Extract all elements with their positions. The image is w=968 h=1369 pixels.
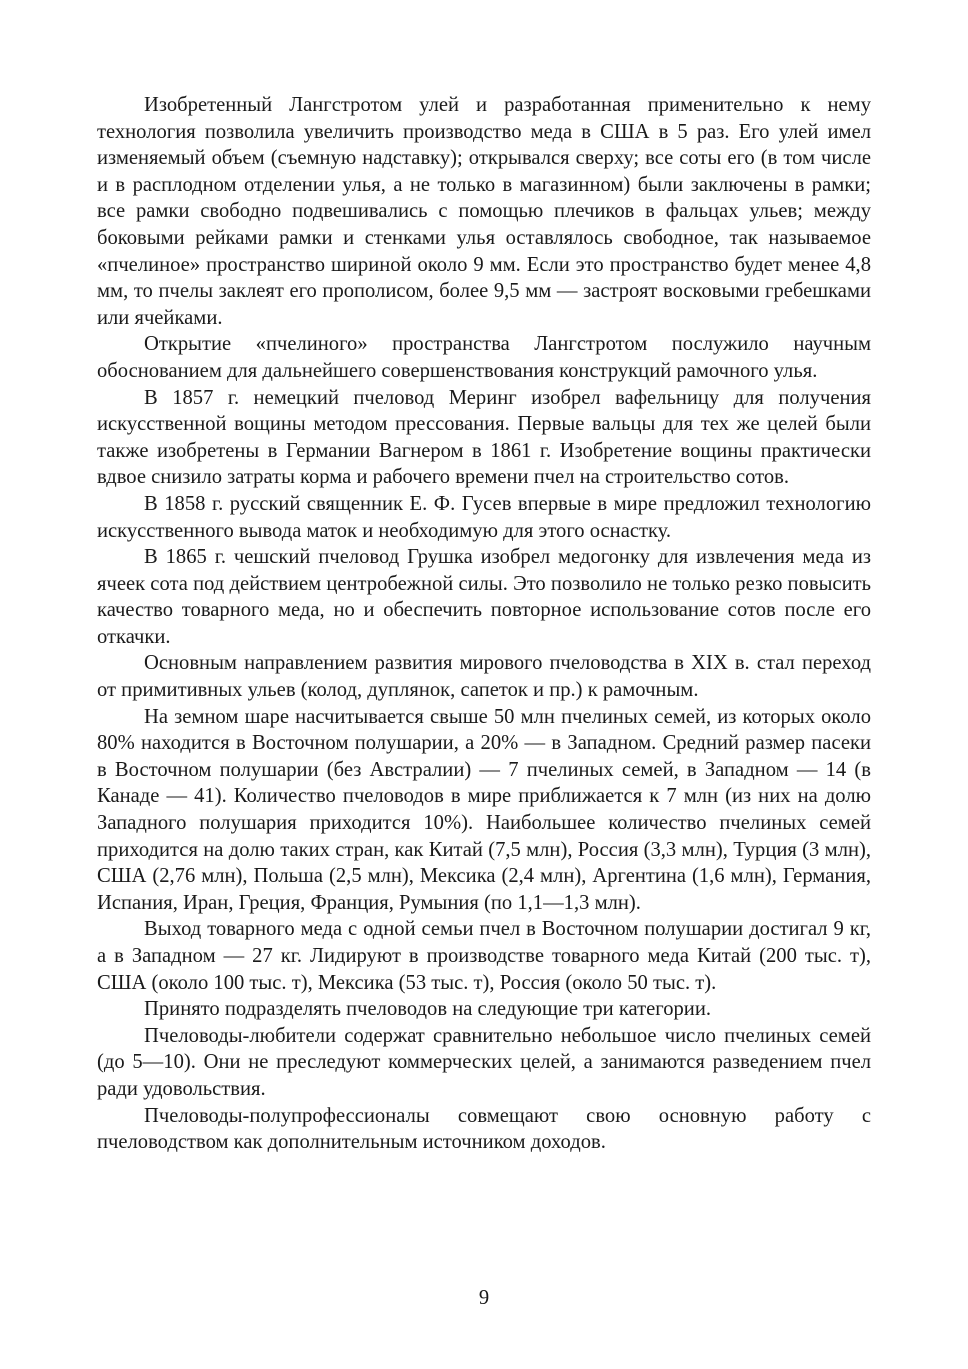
paragraph: Открытие «пчелиного» пространства Лангстротом послужило научным обоснованием для дальнейшего совершенствования конструкций рамочного улья. xyxy=(97,333,871,382)
paragraph: Основным направлением развития мирового пчеловодства в XIX в. стал переход от примитивных ульев (колод, дуплянок, сапеток и пр.) к рамочным. xyxy=(97,652,871,702)
paragraph: Пчеловоды-любители содержат сравнительно небольшое число пчелиных семей (до 5—10). Они не преследуют коммерческих целей, а занимаются разведением пчел ради удовольствия. xyxy=(97,1024,871,1100)
paragraph: В 1857 г. немецкий пчеловод Меринг изобрел вафельницу для получения искусственной вощины методом прессования. Первые вальцы для тех же целей были также изобретены в Германии Вагнером в 1861 г. Изобретение вощины практически вдвое снизило затраты корма и рабочего времени пчел на строительство сотов. xyxy=(97,386,871,489)
page-number: 9 xyxy=(478,1287,490,1309)
paragraph: Изобретенный Лангстротом улей и разработанная применительно к нему технология позволила увеличить производство меда в США в 5 раз. Его улей имел изменяемый объем (съемную надставку); открывался сверху; все соты его (в том числе и в расплодном отделении улья, а не только в магазинном) были заключены в рамки; все рамки свободно подвешивались с помощью плечиков в фальцах ульев; между боковыми рейками рамки и стенками улья оставлялось свободное, так называемое «пчелиное» пространство шириной около 9 мм. Если это пространство будет менее 4,8 мм, то пчелы заклеят его прополисом, более 9,5 мм — застроят восковыми гребешками или ячейками. xyxy=(97,94,871,329)
paragraph: В 1865 г. чешский пчеловод Грушка изобрел медогонку для извлечения меда из ячеек сота под действием центробежной силы. Это позволило не только резко повысить качество товарного меда, но и обеспечить повторное использование сотов после его откачки. xyxy=(97,546,871,648)
paragraph: Пчеловоды-полупрофессионалы совмещают свою основную работу с пчеловодством как дополнительным источником доходов. xyxy=(97,1104,871,1154)
paragraph: На земном шаре насчитывается свыше 50 млн пчелиных семей, из которых около 80% находится в Восточном полушарии, а 20% — в Западном. Средний размер пасеки в Восточном полушарии (без Австралии) — 7 пчелиных семей, в Западном — 14 (в Канаде — 41). Количество пчеловодов в мире приближается к 7 млн (из них на долю Западного полушария приходится 10%). Наибольшее количество пчелиных семей приходится на долю таких стран, как Китай (7,5 млн), Россия (3,3 млн), Турция (3 млн), США (2,76 млн), Польша (2,5 млн), Мексика (2,4 млн), Аргентина (1,6 млн), Германия, Испания, Иран, Греция, Франция, Румыния (по 1,1—1,3 млн). xyxy=(97,705,871,914)
paragraph: Принято подразделять пчеловодов на следующие три категории. xyxy=(144,998,711,1021)
page-body xyxy=(97,92,871,1156)
paragraph: В 1858 г. русский священник Е. Ф. Гусев впервые в мире предложил технологию искусственного вывода маток и необходимую для этого оснастку. xyxy=(97,492,871,542)
paragraph: Выход товарного меда с одной семьи пчел в Восточном полушарии достигал 9 кг, а в Западном — 27 кг. Лидируют в производстве товарного меда Китай (200 тыс. т), США (около 100 тыс. т), Мексика (53 тыс. т), Россия (около 50 тыс. т). xyxy=(97,918,871,994)
